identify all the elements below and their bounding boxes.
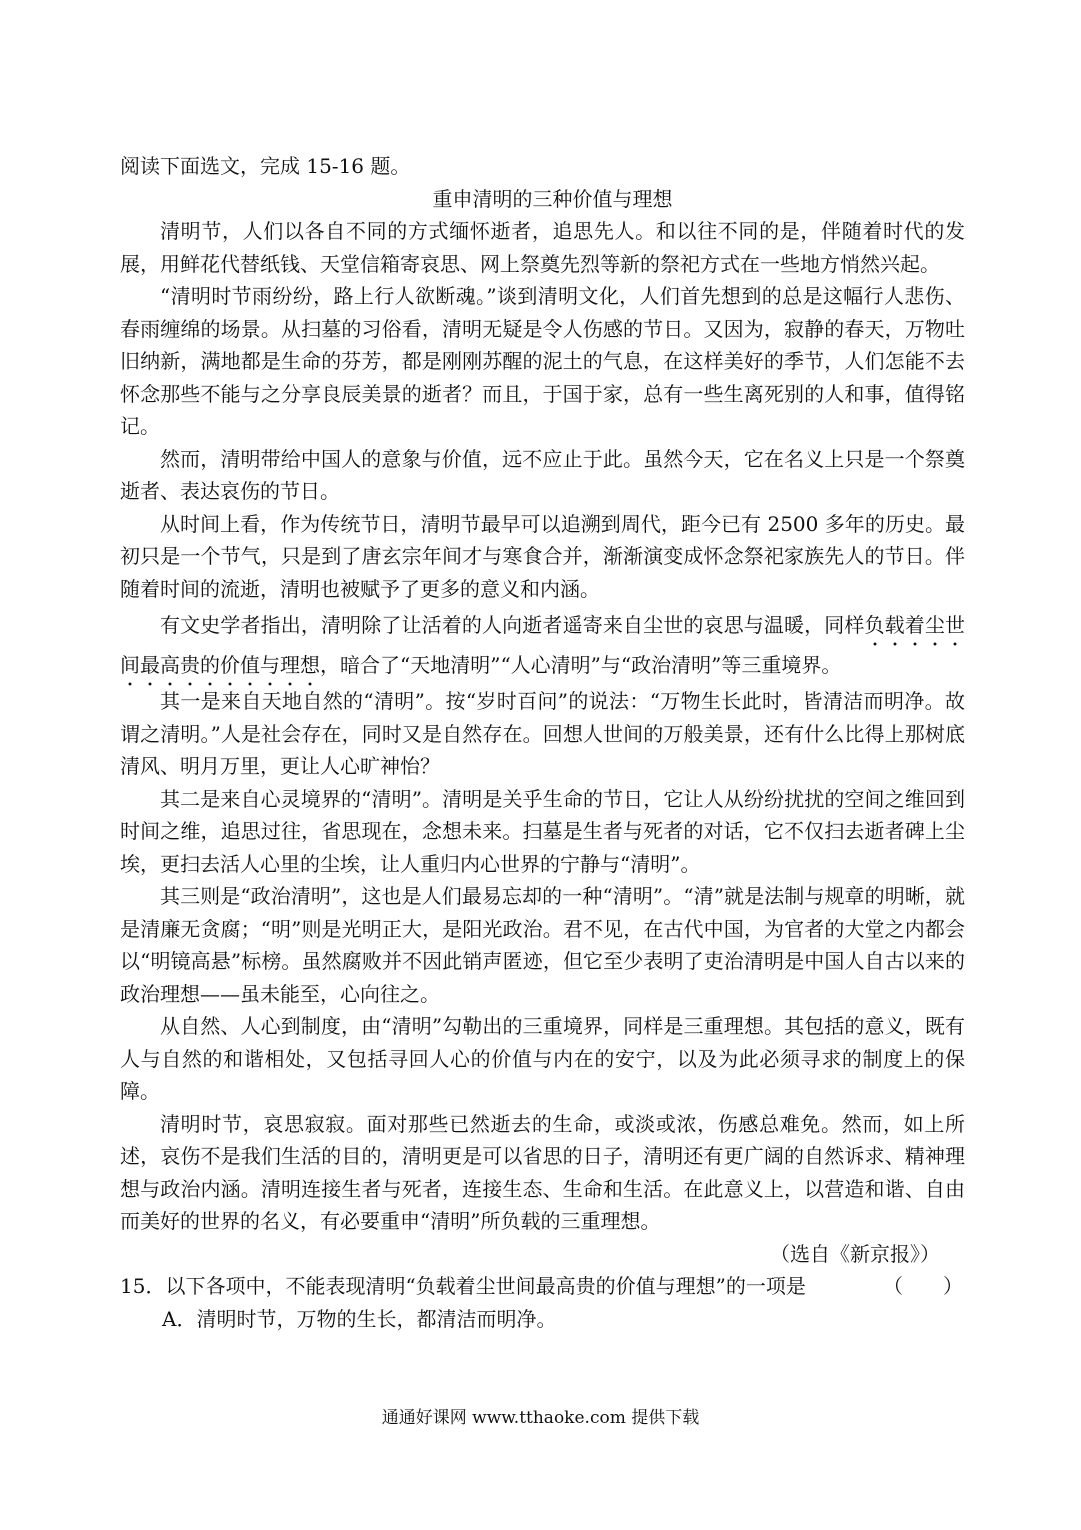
emphasis-dots-phrase: 着尘世间最高贵的价值与理想 — [120, 613, 965, 687]
emphasis-dots-fuzai: 负载 — [865, 613, 905, 647]
paragraph-6: 其一是来自天地自然的“清明”。按“岁时百问”的说法：“万物生长此时，皆清洁而明净。故谓之清明。”人是社会存在，同时又是自然存在。回想人世间的万般美景，还有什么比得上那树底清风、明月万里，更让人心旷神怡？ — [120, 689, 965, 778]
answer-blank: （ ） — [883, 1274, 963, 1298]
paragraph-5-text-a: 有文史学者指出，清明除了让活着的人向逝者遥寄来自尘世的哀思与温暖，同样 — [160, 613, 865, 637]
paragraph-4: 从时间上看，作为传统节日，清明节最早可以追溯到周代，距今已有 2500 多年的历史。最初只是一个节气，只是到了唐玄宗年间才与寒食合并，渐渐演变成怀念祭祀家族先人的节日。伴随着时间的流逝，清明也被赋予了更多的意义和内涵。 — [120, 511, 965, 601]
paragraph-8: 其三则是“政治清明”，这也是人们最易忘却的一种“清明”。“清”就是法制与规章的明晰，就是清廉无贪腐；“明”则是光明正大，是阳光政治。君不见，在古代中国，为官者的大堂之内都会以“明镜高悬”标榜。虽然腐败并不因此销声匿迹，但它至少表明了吏治清明是中国人自古以来的政治理想——虽未能至，心向往之。 — [120, 884, 965, 1006]
paragraph-7: 其二是来自心灵境界的“清明”。清明是关乎生命的节日，它让人从纷纷扰扰的空间之维回到时间之维，追思过往，省思现在，念想未来。扫墓是生者与死者的对话，它不仅扫去逝者碑上尘埃，更扫去活人心里的尘埃，让人重归内心世界的宁静与“清明”。 — [120, 786, 965, 876]
source-citation: （选自《新京报》） — [770, 1241, 940, 1266]
paragraph-1: 清明节，人们以各自不同的方式缅怀逝者，追思先人。和以往不同的是，伴随着时代的发展，用鲜花代替纸钱、天堂信箱寄哀思、网上祭奠先烈等新的祭祀方式在一些地方悄然兴起。 — [120, 219, 965, 276]
instruction: 阅读下面选文，完成 15-16 题。 — [120, 154, 411, 178]
question-15 — [120, 1270, 965, 1303]
option-a: A．清明时节，万物的生长，都清洁而明净。 — [162, 1306, 557, 1331]
question-15-text: 15．以下各项中，不能表现清明“负载着尘世间最高贵的价值与理想”的一项是 — [120, 1274, 806, 1298]
paragraph-3: 然而，清明带给中国人的意象与价值，远不应止于此。虽然今天，它在名义上只是一个祭奠逝者、表达哀伤的节日。 — [120, 446, 965, 503]
footer-watermark: 通通好课网 www.tthaoke.com 提供下载 — [381, 1408, 700, 1428]
paragraph-10: 清明时节，哀思寂寂。面对那些已然逝去的生命，或淡或浓，伤感总难免。然而，如上所述，哀伤不是我们生活的目的，清明更是可以省思的日子，清明还有更广阔的自然诉求、精神理想与政治内涵。清明连接生者与死者，连接生态、生命和生活。在此意义上，以营造和谐、自由而美好的世界的名义，有必要重申“清明”所负载的三重理想。 — [120, 1111, 965, 1233]
paragraph-5 — [120, 605, 965, 685]
paragraph-9: 从自然、人心到制度，由“清明”勾勒出的三重境界，同样是三重理想。其包括的意义，既有人与自然的和谐相处，又包括寻回人心的价值与内在的安宁，以及为此必须寻求的制度上的保障。 — [120, 1014, 965, 1103]
paragraph-2: “清明时节雨纷纷，路上行人欲断魂。”谈到清明文化，人们首先想到的总是这幅行人悲伤、春雨缠绵的场景。从扫墓的习俗看，清明无疑是令人伤感的节日。又因为，寂静的春天，万物吐旧纳新，满地都是生命的芬芳，都是刚刚苏醒的泥土的气息，在这样美好的季节，人们怎能不去怀念那些不能与之分享良辰美景的逝者？而且，于国于家，总有一些生离死别的人和事，值得铭记。 — [120, 284, 965, 438]
paragraph-5-text-d: ，暗合了“天地清明”“人心清明”与“政治清明”等三重境界。 — [320, 653, 842, 677]
document-page — [120, 150, 965, 1335]
article-title: 重申清明的三种价值与理想 — [432, 186, 673, 211]
